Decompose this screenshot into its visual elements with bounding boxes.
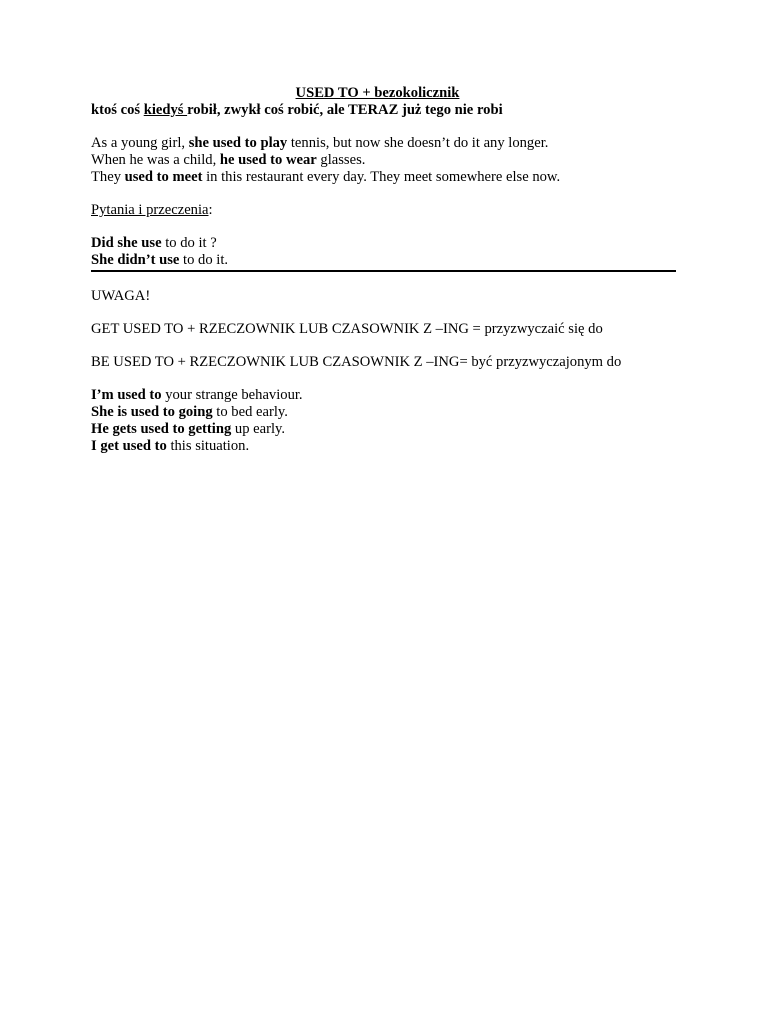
example-text: They (91, 169, 125, 185)
spacer (91, 219, 676, 235)
used-emphasis: I get used to (91, 438, 167, 454)
example-line-3 (91, 169, 676, 186)
example-text: tennis, but now she doesn’t do it any longer. (287, 135, 549, 151)
spacer (91, 371, 676, 387)
question-example-1 (91, 235, 676, 252)
used-example-1 (91, 387, 676, 404)
definition-part-3: robił, zwykł coś robić, ale TERAZ już tego nie robi (187, 102, 503, 118)
question-emphasis: Did she use (91, 235, 162, 251)
definition-line (91, 102, 676, 119)
rule-get-used-to: GET USED TO + RZECZOWNIK LUB CZASOWNIK Z –ING = przyzwyczaić się do (91, 321, 603, 337)
question-example-2 (91, 252, 676, 269)
definition-part-2: kiedyś (143, 102, 188, 118)
rule-be-used-to: BE USED TO + RZECZOWNIK LUB CZASOWNIK Z –ING= być przyzwyczajonym do (91, 354, 622, 370)
example-emphasis: used to meet (124, 169, 203, 185)
questions-heading-colon: : (208, 202, 213, 218)
spacer (91, 272, 676, 288)
questions-heading: Pytania i przeczenia (91, 202, 209, 218)
spacer (91, 338, 676, 354)
example-emphasis: he used to wear (219, 152, 317, 168)
used-emphasis: She is used to going (91, 404, 213, 420)
example-text: When he was a child, (91, 152, 220, 168)
example-text: As a young girl, (91, 135, 189, 151)
spacer (91, 186, 676, 202)
example-text: glasses. (316, 152, 366, 168)
spacer (91, 305, 676, 321)
used-text: to bed early. (212, 404, 288, 420)
document-title: USED TO + bezokolicznik (295, 85, 460, 101)
question-emphasis: She didn’t use (91, 252, 180, 268)
example-line-2 (91, 152, 676, 169)
example-line-1 (91, 135, 676, 152)
used-text: up early. (231, 421, 286, 437)
used-text: your strange behaviour. (161, 387, 303, 403)
question-text: to do it. (179, 252, 229, 268)
question-text: to do it ? (161, 235, 217, 251)
definition-part-1: ktoś coś (91, 102, 144, 118)
questions-heading-line (91, 202, 676, 219)
used-emphasis: I’m used to (91, 387, 162, 403)
spacer (91, 119, 676, 135)
used-text: this situation. (166, 438, 250, 454)
used-example-4 (91, 438, 676, 455)
example-emphasis: she used to play (188, 135, 288, 151)
document-body (91, 85, 676, 455)
used-example-2 (91, 404, 676, 421)
example-text: in this restaurant every day. They meet somewhere else now. (202, 169, 561, 185)
used-example-3 (91, 421, 676, 438)
note-heading: UWAGA! (91, 288, 151, 304)
used-emphasis: He gets used to getting (91, 421, 232, 437)
